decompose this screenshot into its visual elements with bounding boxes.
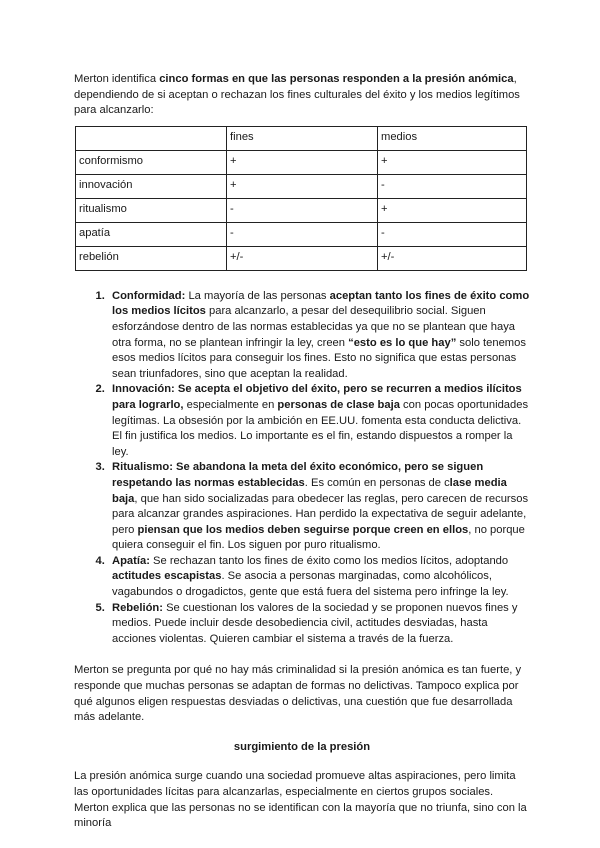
list-text: . Se asocia a personas marginadas, como alcohólicos, vagabundos o drogadictos, gente que está fuera del sistema pero infringe la ley. — [112, 570, 509, 599]
final-paragraph: La presión anómica surge cuando una sociedad promueve altas aspiraciones, pero limita las oportunidades lícitas para alcanzarlas, especialmente en ciertos grupos sociales. Merton explica que las personas no se identifican con la mayoría que no triunfa, sino con la minoría — [74, 770, 527, 830]
list-item-label: Ritualismo: — [112, 461, 173, 474]
table-cell: + — [378, 150, 527, 174]
list-text: Se rechazan tanto los fines de éxito como los medios lícitos, adoptando — [149, 554, 509, 567]
table-cell: - — [227, 198, 378, 222]
table-cell: + — [378, 198, 527, 222]
list-item-rebelion — [108, 601, 530, 648]
list-item-label: Rebelión: — [112, 601, 163, 614]
list-text: Se cuestionan los valores de la sociedad y se proponen nuevos fines y medios. Puede incluir desde desobediencia civil, actitudes desviadas, hasta acciones violentas. Quieren cambiar el sistema a través de la fuerza. — [112, 601, 518, 645]
intro-paragraph — [74, 72, 530, 119]
table-cell: +/- — [227, 246, 378, 270]
table-cell: + — [227, 150, 378, 174]
list-bold: lase media baja — [112, 476, 507, 505]
adaptations-table — [75, 126, 527, 271]
table-cell: - — [227, 222, 378, 246]
table-cell: + — [227, 174, 378, 198]
list-item-label: Apatía: — [112, 554, 150, 567]
list-bold: personas de clase baja — [277, 398, 400, 411]
list-text: La mayoría de las personas — [185, 289, 330, 302]
table-row — [76, 222, 527, 246]
table-cell: ritualismo — [76, 198, 227, 222]
list-text: . Es común en personas de c — [304, 476, 450, 489]
table-cell: apatía — [76, 222, 227, 246]
section-title: surgimiento de la presión — [233, 740, 371, 753]
table-header-cell: fines — [227, 126, 378, 150]
table-row — [76, 198, 527, 222]
table-cell: conformismo — [76, 150, 227, 174]
list-bold: actitudes escapistas — [112, 570, 222, 583]
table-cell: - — [378, 174, 527, 198]
table-row — [76, 150, 527, 174]
list-text: solo tenemos esos medios lícitos para conseguir los fines. Esto no significa que estas personas sean triunfadores, sino que aceptan la realidad. — [112, 336, 526, 380]
list-item-innovacion — [108, 382, 530, 460]
list-text: , que han sido socializadas para obedecer las reglas, pero carecen de recursos para alcanzar grandes aspiraciones. Han perdido la expectativa de seguir adelante, pero — [112, 492, 529, 536]
intro-text-1: Merton identifica — [74, 73, 160, 85]
list-item-apatia — [108, 554, 530, 601]
table-cell: +/- — [378, 246, 527, 270]
list-bold: “esto es lo que hay” — [348, 336, 457, 349]
adaptations-list — [74, 289, 530, 648]
intro-text-2: , dependiendo de si aceptan o rechazan los fines culturales del éxito y los medios legítimos para alcanzarlo: — [74, 73, 520, 117]
list-bold: Se abandona la meta del éxito económico, pero se siguen respetando las normas establecidas — [112, 461, 484, 489]
list-text: para alcanzarlo, a pesar del desequilibrio social. Siguen esforzándose dentro de las normas establecidas ya que no se plantean que haya otra forma, no se plantean infringir la ley, creen — [112, 305, 516, 349]
intro-bold: cinco formas en que las personas responden a la presión anómica — [159, 73, 514, 85]
list-item-label: Innovación: — [112, 383, 175, 396]
list-bold: aceptan tanto los fines de éxito como los medios lícitos — [112, 289, 530, 318]
table-header-cell — [76, 126, 227, 150]
list-bold: piensan que los medios deben seguirse porque creen en ellos — [137, 523, 469, 536]
table-row — [76, 246, 527, 270]
table-cell: - — [378, 222, 527, 246]
table-header-row — [76, 126, 527, 150]
list-text: especialmente en — [183, 398, 278, 411]
after-list-paragraph: Merton se pregunta por qué no hay más criminalidad si la presión anómica es tan fuerte, y responde que muchas personas se adaptan de formas no delictivas. Tampoco explica por qué algunos eligen respuestas desviadas o delictivas, una cuestión que fue desarrollada más adelante. — [74, 664, 522, 724]
table-cell: innovación — [76, 174, 227, 198]
list-bold: Se acepta el objetivo del éxito, pero se recurren a medios ilícitos para lograrlo, — [112, 383, 522, 411]
list-text: , no porque quiera conseguir el fin. Los siguen por puro ritualismo. — [112, 523, 525, 552]
list-text: con pocas oportunidades legítimas. La obsesión por la ambición en EE.UU. fomenta esta conducta delictiva. El fin justifica los medios. Lo importante es el fin, estando dispuestos a romper la ley. — [112, 398, 529, 458]
table-header-cell: medios — [378, 126, 527, 150]
table-cell: rebelión — [76, 246, 227, 270]
list-item-conformidad — [108, 289, 530, 383]
table-row — [76, 174, 527, 198]
list-item-ritualismo — [108, 460, 530, 554]
document-page — [74, 72, 530, 832]
list-item-label: Conformidad: — [112, 289, 186, 302]
